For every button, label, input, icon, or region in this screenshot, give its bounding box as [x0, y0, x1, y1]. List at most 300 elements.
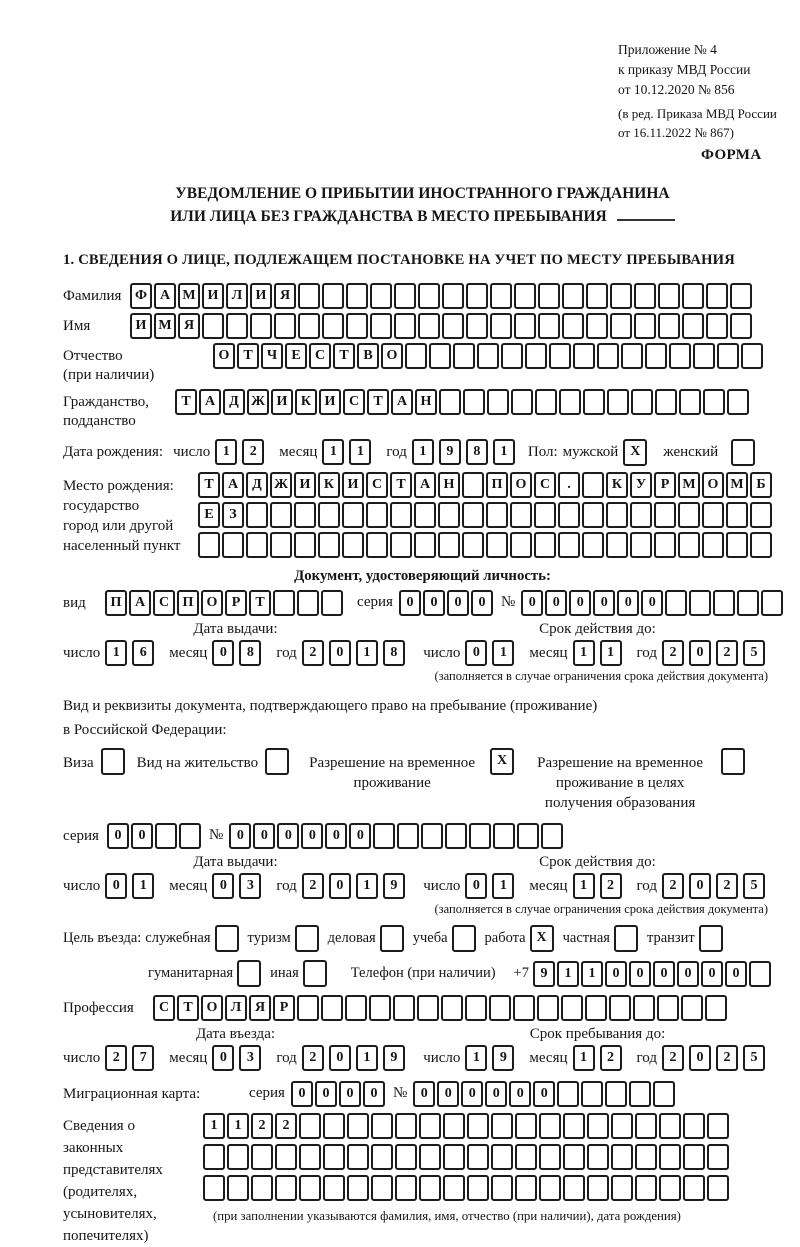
char-cell[interactable]	[318, 502, 340, 528]
char-cell[interactable]	[510, 532, 532, 558]
char-cell[interactable]	[610, 313, 632, 339]
char-cell[interactable]	[366, 532, 388, 558]
char-cell[interactable]: Б	[750, 472, 772, 498]
char-cell[interactable]	[749, 961, 771, 987]
char-cell[interactable]	[487, 389, 509, 415]
char-cell[interactable]: Т	[249, 590, 271, 616]
char-cell[interactable]	[222, 532, 244, 558]
char-cell[interactable]: 3	[239, 873, 261, 899]
char-cell[interactable]: 1	[412, 439, 434, 465]
purpose-study-checkbox[interactable]	[452, 925, 478, 952]
char-cell[interactable]: Р	[654, 472, 676, 498]
char-cell[interactable]: Н	[415, 389, 437, 415]
char-cell[interactable]: 3	[239, 1045, 261, 1071]
char-cell[interactable]	[493, 823, 515, 849]
char-cell[interactable]	[581, 1081, 603, 1107]
char-cell[interactable]	[342, 502, 364, 528]
char-cell[interactable]	[611, 1144, 633, 1170]
char-cell[interactable]	[486, 502, 508, 528]
char-cell[interactable]	[635, 1144, 657, 1170]
char-cell[interactable]	[347, 1175, 369, 1201]
char-cell[interactable]	[490, 313, 512, 339]
char-cell[interactable]: 1	[227, 1113, 249, 1139]
char-cell[interactable]: 0	[363, 1081, 385, 1107]
char-cell[interactable]: У	[630, 472, 652, 498]
char-cell[interactable]: О	[213, 343, 235, 369]
char-cell[interactable]: 1	[203, 1113, 225, 1139]
char-cell[interactable]: Д	[223, 389, 245, 415]
char-cell[interactable]	[347, 1144, 369, 1170]
char-cell[interactable]	[299, 1113, 321, 1139]
purpose-business-checkbox[interactable]	[380, 925, 406, 952]
char-cell[interactable]	[322, 283, 344, 309]
char-cell[interactable]	[237, 960, 261, 987]
char-cell[interactable]	[614, 925, 638, 952]
char-cell[interactable]: Т	[333, 343, 355, 369]
char-cell[interactable]	[467, 1144, 489, 1170]
char-cell[interactable]	[631, 389, 653, 415]
char-cell[interactable]: 0	[605, 961, 627, 987]
char-cell[interactable]	[541, 823, 563, 849]
char-cell[interactable]: 2	[662, 873, 684, 899]
char-cell[interactable]	[373, 823, 395, 849]
char-cell[interactable]: И	[130, 313, 152, 339]
char-cell[interactable]: 0	[641, 590, 663, 616]
char-cell[interactable]: 1	[465, 1045, 487, 1071]
char-cell[interactable]	[562, 283, 584, 309]
char-cell[interactable]: 0	[105, 873, 127, 899]
char-cell[interactable]	[582, 502, 604, 528]
char-cell[interactable]: 0	[689, 640, 711, 666]
char-cell[interactable]: 0	[545, 590, 567, 616]
char-cell[interactable]	[705, 995, 727, 1021]
char-cell[interactable]: 2	[600, 1045, 622, 1071]
char-cell[interactable]	[298, 313, 320, 339]
char-cell[interactable]: А	[129, 590, 151, 616]
char-cell[interactable]	[369, 995, 391, 1021]
char-cell[interactable]: 1	[132, 873, 154, 899]
char-cell[interactable]: 0	[301, 823, 323, 849]
char-cell[interactable]: Т	[237, 343, 259, 369]
char-cell[interactable]	[583, 389, 605, 415]
char-cell[interactable]: 0	[629, 961, 651, 987]
char-cell[interactable]: Н	[438, 472, 460, 498]
char-cell[interactable]	[297, 995, 319, 1021]
char-cell[interactable]: 1	[356, 1045, 378, 1071]
char-cell[interactable]	[727, 389, 749, 415]
char-cell[interactable]	[607, 389, 629, 415]
purpose-other-checkbox[interactable]	[303, 960, 329, 987]
char-cell[interactable]: С	[153, 590, 175, 616]
char-cell[interactable]	[586, 283, 608, 309]
char-cell[interactable]	[275, 1175, 297, 1201]
char-cell[interactable]	[693, 343, 715, 369]
char-cell[interactable]	[275, 1144, 297, 1170]
char-cell[interactable]	[557, 1081, 579, 1107]
char-cell[interactable]: Ч	[261, 343, 283, 369]
char-cell[interactable]: 0	[315, 1081, 337, 1107]
char-cell[interactable]: 7	[132, 1045, 154, 1071]
char-cell[interactable]: 1	[356, 873, 378, 899]
char-cell[interactable]: 9	[383, 873, 405, 899]
char-cell[interactable]: 0	[277, 823, 299, 849]
char-cell[interactable]	[611, 1113, 633, 1139]
char-cell[interactable]	[537, 995, 559, 1021]
char-cell[interactable]: 8	[383, 640, 405, 666]
char-cell[interactable]	[510, 502, 532, 528]
char-cell[interactable]	[515, 1175, 537, 1201]
char-cell[interactable]	[273, 590, 295, 616]
char-cell[interactable]: Т	[175, 389, 197, 415]
char-cell[interactable]	[629, 1081, 651, 1107]
char-cell[interactable]	[587, 1144, 609, 1170]
char-cell[interactable]	[443, 1113, 465, 1139]
char-cell[interactable]: Я	[274, 283, 296, 309]
char-cell[interactable]	[707, 1144, 729, 1170]
char-cell[interactable]	[489, 995, 511, 1021]
char-cell[interactable]: 0	[291, 1081, 313, 1107]
char-cell[interactable]	[442, 283, 464, 309]
char-cell[interactable]	[707, 1113, 729, 1139]
char-cell[interactable]	[610, 283, 632, 309]
char-cell[interactable]	[299, 1175, 321, 1201]
char-cell[interactable]	[445, 823, 467, 849]
char-cell[interactable]	[525, 343, 547, 369]
char-cell[interactable]	[491, 1144, 513, 1170]
char-cell[interactable]: 2	[302, 640, 324, 666]
char-cell[interactable]: Т	[367, 389, 389, 415]
char-cell[interactable]	[297, 590, 319, 616]
char-cell[interactable]: 0	[329, 873, 351, 899]
char-cell[interactable]	[585, 995, 607, 1021]
char-cell[interactable]: С	[343, 389, 365, 415]
char-cell[interactable]	[414, 502, 436, 528]
char-cell[interactable]	[429, 343, 451, 369]
char-cell[interactable]: 2	[716, 873, 738, 899]
char-cell[interactable]	[534, 502, 556, 528]
char-cell[interactable]	[467, 1175, 489, 1201]
char-cell[interactable]: 0	[329, 1045, 351, 1071]
char-cell[interactable]: 2	[716, 640, 738, 666]
char-cell[interactable]	[393, 995, 415, 1021]
char-cell[interactable]	[750, 532, 772, 558]
char-cell[interactable]: 8	[466, 439, 488, 465]
char-cell[interactable]: X	[490, 748, 514, 775]
char-cell[interactable]: 0	[465, 873, 487, 899]
char-cell[interactable]: П	[105, 590, 127, 616]
char-cell[interactable]	[395, 1175, 417, 1201]
char-cell[interactable]	[321, 590, 343, 616]
char-cell[interactable]	[538, 313, 560, 339]
char-cell[interactable]	[706, 283, 728, 309]
char-cell[interactable]	[534, 532, 556, 558]
char-cell[interactable]: М	[154, 313, 176, 339]
char-cell[interactable]: П	[177, 590, 199, 616]
char-cell[interactable]	[251, 1144, 273, 1170]
char-cell[interactable]	[679, 389, 701, 415]
char-cell[interactable]	[251, 1175, 273, 1201]
char-cell[interactable]: 0	[725, 961, 747, 987]
char-cell[interactable]	[659, 1175, 681, 1201]
char-cell[interactable]: 0	[677, 961, 699, 987]
char-cell[interactable]: Р	[273, 995, 295, 1021]
char-cell[interactable]	[706, 313, 728, 339]
char-cell[interactable]: 1	[573, 873, 595, 899]
char-cell[interactable]	[511, 389, 533, 415]
char-cell[interactable]	[654, 502, 676, 528]
char-cell[interactable]	[683, 1144, 705, 1170]
char-cell[interactable]	[443, 1175, 465, 1201]
char-cell[interactable]: 5	[743, 873, 765, 899]
char-cell[interactable]: 0	[339, 1081, 361, 1107]
char-cell[interactable]: А	[414, 472, 436, 498]
char-cell[interactable]	[699, 925, 723, 952]
char-cell[interactable]: 0	[325, 823, 347, 849]
char-cell[interactable]: 0	[212, 873, 234, 899]
char-cell[interactable]	[342, 532, 364, 558]
char-cell[interactable]	[539, 1175, 561, 1201]
gender-male-checkbox[interactable]	[623, 439, 649, 466]
char-cell[interactable]: 2	[275, 1113, 297, 1139]
char-cell[interactable]	[417, 995, 439, 1021]
char-cell[interactable]: О	[381, 343, 403, 369]
char-cell[interactable]	[609, 995, 631, 1021]
char-cell[interactable]: 0	[689, 1045, 711, 1071]
char-cell[interactable]	[419, 1175, 441, 1201]
purpose-tourism-checkbox[interactable]	[295, 925, 321, 952]
char-cell[interactable]: З	[222, 502, 244, 528]
char-cell[interactable]	[606, 502, 628, 528]
char-cell[interactable]	[634, 313, 656, 339]
char-cell[interactable]: 5	[743, 1045, 765, 1071]
char-cell[interactable]: 1	[573, 1045, 595, 1071]
char-cell[interactable]	[703, 389, 725, 415]
char-cell[interactable]	[371, 1175, 393, 1201]
char-cell[interactable]	[390, 502, 412, 528]
char-cell[interactable]: 1	[557, 961, 579, 987]
char-cell[interactable]: 0	[423, 590, 445, 616]
char-cell[interactable]: X	[530, 925, 554, 952]
char-cell[interactable]	[418, 283, 440, 309]
char-cell[interactable]	[421, 823, 443, 849]
char-cell[interactable]	[659, 1113, 681, 1139]
char-cell[interactable]	[501, 343, 523, 369]
char-cell[interactable]	[713, 590, 735, 616]
gender-female-checkbox[interactable]	[731, 439, 757, 466]
char-cell[interactable]	[717, 343, 739, 369]
char-cell[interactable]	[597, 343, 619, 369]
char-cell[interactable]	[179, 823, 201, 849]
char-cell[interactable]	[539, 1144, 561, 1170]
char-cell[interactable]: 9	[533, 961, 555, 987]
char-cell[interactable]	[347, 1113, 369, 1139]
char-cell[interactable]	[634, 283, 656, 309]
char-cell[interactable]	[659, 1144, 681, 1170]
char-cell[interactable]	[605, 1081, 627, 1107]
char-cell[interactable]	[466, 313, 488, 339]
char-cell[interactable]	[689, 590, 711, 616]
char-cell[interactable]	[202, 313, 224, 339]
char-cell[interactable]	[682, 283, 704, 309]
char-cell[interactable]	[395, 1144, 417, 1170]
char-cell[interactable]: 1	[581, 961, 603, 987]
char-cell[interactable]	[198, 532, 220, 558]
char-cell[interactable]	[683, 1113, 705, 1139]
char-cell[interactable]: 0	[471, 590, 493, 616]
char-cell[interactable]	[654, 532, 676, 558]
char-cell[interactable]	[346, 313, 368, 339]
char-cell[interactable]: 2	[716, 1045, 738, 1071]
char-cell[interactable]	[345, 995, 367, 1021]
char-cell[interactable]: 0	[509, 1081, 531, 1107]
char-cell[interactable]	[737, 590, 759, 616]
char-cell[interactable]	[346, 283, 368, 309]
char-cell[interactable]	[741, 343, 763, 369]
char-cell[interactable]	[669, 343, 691, 369]
char-cell[interactable]	[653, 1081, 675, 1107]
char-cell[interactable]	[380, 925, 404, 952]
char-cell[interactable]	[750, 502, 772, 528]
char-cell[interactable]	[559, 389, 581, 415]
char-cell[interactable]	[582, 532, 604, 558]
char-cell[interactable]: 0	[653, 961, 675, 987]
char-cell[interactable]: 8	[239, 640, 261, 666]
char-cell[interactable]: 0	[593, 590, 615, 616]
char-cell[interactable]	[491, 1113, 513, 1139]
char-cell[interactable]	[443, 1144, 465, 1170]
char-cell[interactable]	[561, 995, 583, 1021]
char-cell[interactable]	[665, 590, 687, 616]
char-cell[interactable]: X	[623, 439, 647, 466]
char-cell[interactable]	[155, 823, 177, 849]
char-cell[interactable]	[366, 502, 388, 528]
char-cell[interactable]	[633, 995, 655, 1021]
char-cell[interactable]: 5	[743, 640, 765, 666]
char-cell[interactable]	[726, 532, 748, 558]
char-cell[interactable]	[439, 389, 461, 415]
char-cell[interactable]: И	[319, 389, 341, 415]
char-cell[interactable]	[539, 1113, 561, 1139]
char-cell[interactable]	[270, 502, 292, 528]
char-cell[interactable]	[707, 1175, 729, 1201]
char-cell[interactable]: Д	[246, 472, 268, 498]
char-cell[interactable]	[323, 1113, 345, 1139]
char-cell[interactable]: 0	[212, 1045, 234, 1071]
char-cell[interactable]	[477, 343, 499, 369]
char-cell[interactable]: 2	[662, 1045, 684, 1071]
char-cell[interactable]: А	[391, 389, 413, 415]
char-cell[interactable]: Я	[249, 995, 271, 1021]
char-cell[interactable]	[270, 532, 292, 558]
char-cell[interactable]: Е	[285, 343, 307, 369]
char-cell[interactable]	[395, 1113, 417, 1139]
char-cell[interactable]: Л	[226, 283, 248, 309]
char-cell[interactable]	[265, 748, 289, 775]
char-cell[interactable]	[730, 283, 752, 309]
char-cell[interactable]: 0	[617, 590, 639, 616]
char-cell[interactable]	[370, 283, 392, 309]
char-cell[interactable]	[563, 1144, 585, 1170]
char-cell[interactable]	[683, 1175, 705, 1201]
char-cell[interactable]: И	[294, 472, 316, 498]
char-cell[interactable]: Ф	[130, 283, 152, 309]
char-cell[interactable]	[390, 532, 412, 558]
char-cell[interactable]: К	[295, 389, 317, 415]
char-cell[interactable]	[514, 313, 536, 339]
char-cell[interactable]	[655, 389, 677, 415]
char-cell[interactable]: О	[510, 472, 532, 498]
char-cell[interactable]: Т	[198, 472, 220, 498]
option-residence-permit-checkbox[interactable]	[265, 748, 291, 775]
char-cell[interactable]	[438, 502, 460, 528]
char-cell[interactable]	[469, 823, 491, 849]
char-cell[interactable]	[630, 502, 652, 528]
char-cell[interactable]	[418, 313, 440, 339]
char-cell[interactable]	[490, 283, 512, 309]
char-cell[interactable]: 1	[492, 640, 514, 666]
char-cell[interactable]	[453, 343, 475, 369]
char-cell[interactable]: И	[342, 472, 364, 498]
char-cell[interactable]	[246, 502, 268, 528]
char-cell[interactable]: 0	[521, 590, 543, 616]
char-cell[interactable]: 0	[253, 823, 275, 849]
phone-cells[interactable]	[533, 961, 773, 987]
option-temporary-residence-checkbox[interactable]	[490, 748, 516, 775]
char-cell[interactable]	[414, 532, 436, 558]
char-cell[interactable]	[563, 1175, 585, 1201]
char-cell[interactable]: С	[153, 995, 175, 1021]
char-cell[interactable]	[514, 283, 536, 309]
char-cell[interactable]	[621, 343, 643, 369]
char-cell[interactable]: 1	[492, 873, 514, 899]
char-cell[interactable]	[246, 532, 268, 558]
char-cell[interactable]: П	[486, 472, 508, 498]
char-cell[interactable]	[371, 1113, 393, 1139]
char-cell[interactable]	[562, 313, 584, 339]
char-cell[interactable]	[702, 532, 724, 558]
char-cell[interactable]	[586, 313, 608, 339]
purpose-transit-checkbox[interactable]	[699, 925, 725, 952]
char-cell[interactable]	[294, 532, 316, 558]
char-cell[interactable]	[274, 313, 296, 339]
char-cell[interactable]	[227, 1175, 249, 1201]
char-cell[interactable]	[721, 748, 745, 775]
char-cell[interactable]	[582, 472, 604, 498]
char-cell[interactable]	[761, 590, 783, 616]
char-cell[interactable]: 1	[105, 640, 127, 666]
char-cell[interactable]	[215, 925, 239, 952]
char-cell[interactable]	[702, 502, 724, 528]
char-cell[interactable]: 0	[349, 823, 371, 849]
char-cell[interactable]	[463, 389, 485, 415]
char-cell[interactable]	[442, 313, 464, 339]
char-cell[interactable]: 0	[399, 590, 421, 616]
char-cell[interactable]: Р	[225, 590, 247, 616]
char-cell[interactable]	[295, 925, 319, 952]
char-cell[interactable]	[462, 532, 484, 558]
char-cell[interactable]	[371, 1144, 393, 1170]
char-cell[interactable]: 1	[600, 640, 622, 666]
char-cell[interactable]: А	[154, 283, 176, 309]
char-cell[interactable]	[370, 313, 392, 339]
char-cell[interactable]: Ж	[247, 389, 269, 415]
char-cell[interactable]	[299, 1144, 321, 1170]
char-cell[interactable]: О	[201, 995, 223, 1021]
char-cell[interactable]: 0	[485, 1081, 507, 1107]
char-cell[interactable]	[635, 1175, 657, 1201]
char-cell[interactable]	[227, 1144, 249, 1170]
char-cell[interactable]	[730, 313, 752, 339]
